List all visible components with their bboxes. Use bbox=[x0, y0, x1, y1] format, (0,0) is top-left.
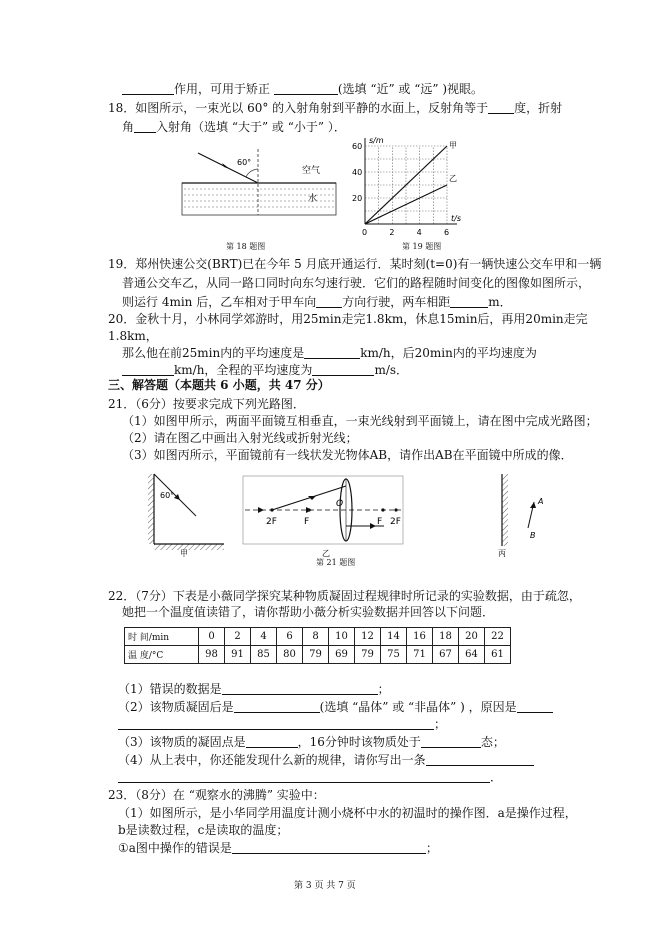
q22-answer-4: （4）从上表中，你还能发现什么新的规律，请你写出一条 bbox=[118, 753, 534, 768]
q19-line-1: 19．郑州快速公交(BRT)已在今年 5 月底开通运行．某时刻(t=0)有一辆快速公交车甲和一辆 bbox=[108, 257, 602, 271]
q18-caption: 第 18 题图 bbox=[226, 242, 266, 251]
table-row: 时 间/min 0 2 4 6 8 10 12 14 16 18 20 22 bbox=[125, 628, 511, 646]
q19-line-2: 普通公交车乙，从同一路口同时向东匀速行驶．它们的路程随时间变化的图像如图所示， bbox=[122, 276, 591, 290]
svg-text:F: F bbox=[377, 517, 383, 527]
answer-blank[interactable] bbox=[304, 346, 360, 359]
answer-blank[interactable] bbox=[118, 717, 434, 730]
svg-text:丙: 丙 bbox=[498, 549, 506, 558]
x-tick-label: 2 bbox=[389, 228, 395, 237]
q23-line-4: ①a图中操作的错误是 ； bbox=[118, 841, 438, 855]
q23-line-1: 23．（8分）在 “观察水的沸腾” 实验中： bbox=[108, 788, 325, 802]
answer-blank[interactable] bbox=[421, 735, 481, 748]
svg-text:O: O bbox=[336, 499, 344, 509]
q21-line-1: 21．（6分）按要求完成下列光路图． bbox=[108, 397, 305, 411]
svg-text:乙: 乙 bbox=[322, 549, 330, 558]
answer-blank[interactable] bbox=[246, 735, 298, 748]
q22-answer-2-cont: ； bbox=[118, 717, 446, 732]
svg-text:B: B bbox=[530, 531, 536, 540]
q18-line-1: 18．如图所示，一束光以 60° 的入射角射到平静的水面上，反射角等于 度，折射 bbox=[108, 101, 563, 115]
y-tick-label: 60 bbox=[352, 142, 363, 151]
x-tick-label: 4 bbox=[416, 228, 422, 237]
x-tick-label: 6 bbox=[444, 228, 450, 237]
svg-text:F: F bbox=[304, 517, 310, 527]
q18-line-2: 角 入射角（选填 “大于” 或 “小于” ）． bbox=[122, 120, 346, 134]
table-header: 温 度/°C bbox=[125, 646, 199, 664]
q22-line-2: 她把一个温度值读错了，请你帮助小薇分析实验数据并回答以下问题． bbox=[122, 605, 495, 619]
data-table bbox=[124, 627, 511, 664]
svg-text:甲: 甲 bbox=[180, 549, 188, 558]
svg-text:A: A bbox=[538, 497, 544, 506]
q21-line-4: （3）如图丙所示，平面镜前有一线状发光物体AB，请作出AB在平面镜中所成的像． bbox=[122, 448, 573, 462]
svg-text:2F: 2F bbox=[390, 517, 401, 527]
answer-blank[interactable] bbox=[122, 363, 174, 376]
answer-blank[interactable] bbox=[450, 295, 488, 308]
q22-answer-2: （2）该物质凝固后是 (选填 “晶体” 或 “非晶体” ) ，原因是 bbox=[118, 700, 553, 715]
answer-blank[interactable] bbox=[234, 700, 320, 713]
svg-text:2F: 2F bbox=[266, 517, 277, 527]
answer-blank[interactable] bbox=[312, 363, 374, 376]
answer-blank[interactable] bbox=[222, 682, 378, 695]
q22-answer-4-cont: ． bbox=[118, 770, 502, 785]
q22-line-1: 22．（7分）下表是小薇同学探究某种物质凝固过程规律时所记录的实验数据，由于疏忽， bbox=[108, 589, 581, 603]
section-heading: 三、解答题（本题共 6 小题，共 47 分） bbox=[108, 378, 330, 392]
q22-answer-3: （3）该物质的凝固点是 ，16分钟时该物质处于 态； bbox=[118, 735, 505, 749]
svg-text:空气: 空气 bbox=[302, 166, 321, 176]
answer-blank[interactable] bbox=[488, 101, 514, 114]
y-axis-label: s/m bbox=[369, 136, 384, 145]
y-tick-label: 40 bbox=[352, 168, 363, 177]
x-axis-label: t/s bbox=[451, 214, 461, 223]
answer-blank[interactable] bbox=[517, 700, 553, 713]
answer-blank[interactable] bbox=[122, 82, 174, 95]
table-row: 温 度/°C 98 91 85 80 79 69 79 75 71 67 64 61 bbox=[125, 646, 511, 664]
q17-line: 作用，可用于矫正 (选填 “近” 或 “远” )视眼。 bbox=[122, 82, 483, 97]
answer-blank[interactable] bbox=[232, 841, 426, 854]
x-tick-label: 0 bbox=[362, 228, 368, 237]
svg-text:60°: 60° bbox=[237, 158, 252, 167]
q22-answer-1: （1）错误的数据是 ； bbox=[118, 682, 390, 696]
q19-line-3: 则运行 4min 后，乙车相对于甲车向 方向行驶，两车相距 m． bbox=[122, 295, 512, 309]
series-label-yi: 乙 bbox=[449, 174, 457, 184]
answer-blank[interactable] bbox=[118, 770, 490, 783]
answer-blank[interactable] bbox=[316, 295, 342, 308]
q19-caption: 第 19 题图 bbox=[402, 242, 442, 251]
series-label-jia: 甲 bbox=[449, 141, 457, 150]
q19-chart bbox=[343, 132, 461, 238]
table-header: 时 间/min bbox=[125, 628, 199, 646]
q21-caption: 第 21 题图 bbox=[316, 558, 356, 567]
q20-line-2: 1.8km， bbox=[108, 329, 158, 343]
q20-line-1: 20．金秋十月，小林同学郊游时，用25min走完1.8km，休息15min后，再用20min走完 bbox=[108, 312, 588, 326]
y-tick-label: 20 bbox=[352, 194, 363, 203]
q21-line-2: （1）如图甲所示，两面平面镜互相垂直，一束光线射到平面镜上，请在图中完成光路图； bbox=[122, 414, 598, 428]
answer-blank[interactable] bbox=[134, 120, 156, 133]
answer-blank[interactable] bbox=[426, 753, 534, 766]
q23-line-3: b是读数过程，c是读取的温度； bbox=[118, 823, 289, 837]
q21-figures bbox=[146, 468, 566, 564]
q18-figure bbox=[180, 145, 338, 217]
svg-text:60°: 60° bbox=[160, 491, 175, 500]
q21-line-3: （2）请在图乙中画出入射光线或折射光线； bbox=[122, 431, 358, 445]
page-footer: 第 3 页 共 7 页 bbox=[294, 881, 356, 891]
answer-blank[interactable] bbox=[274, 82, 338, 95]
svg-text:水: 水 bbox=[308, 194, 318, 204]
q20-line-4: km/h，全程的平均速度为 m/s． bbox=[122, 363, 408, 378]
q23-line-2: （1）如图所示，是小华同学用温度计测小烧杯中水的初温时的操作图．a是操作过程， bbox=[118, 806, 577, 820]
q20-line-3: 那么他在前25min内的平均速度是 km/h，后20min内的平均速度为 bbox=[122, 346, 537, 360]
